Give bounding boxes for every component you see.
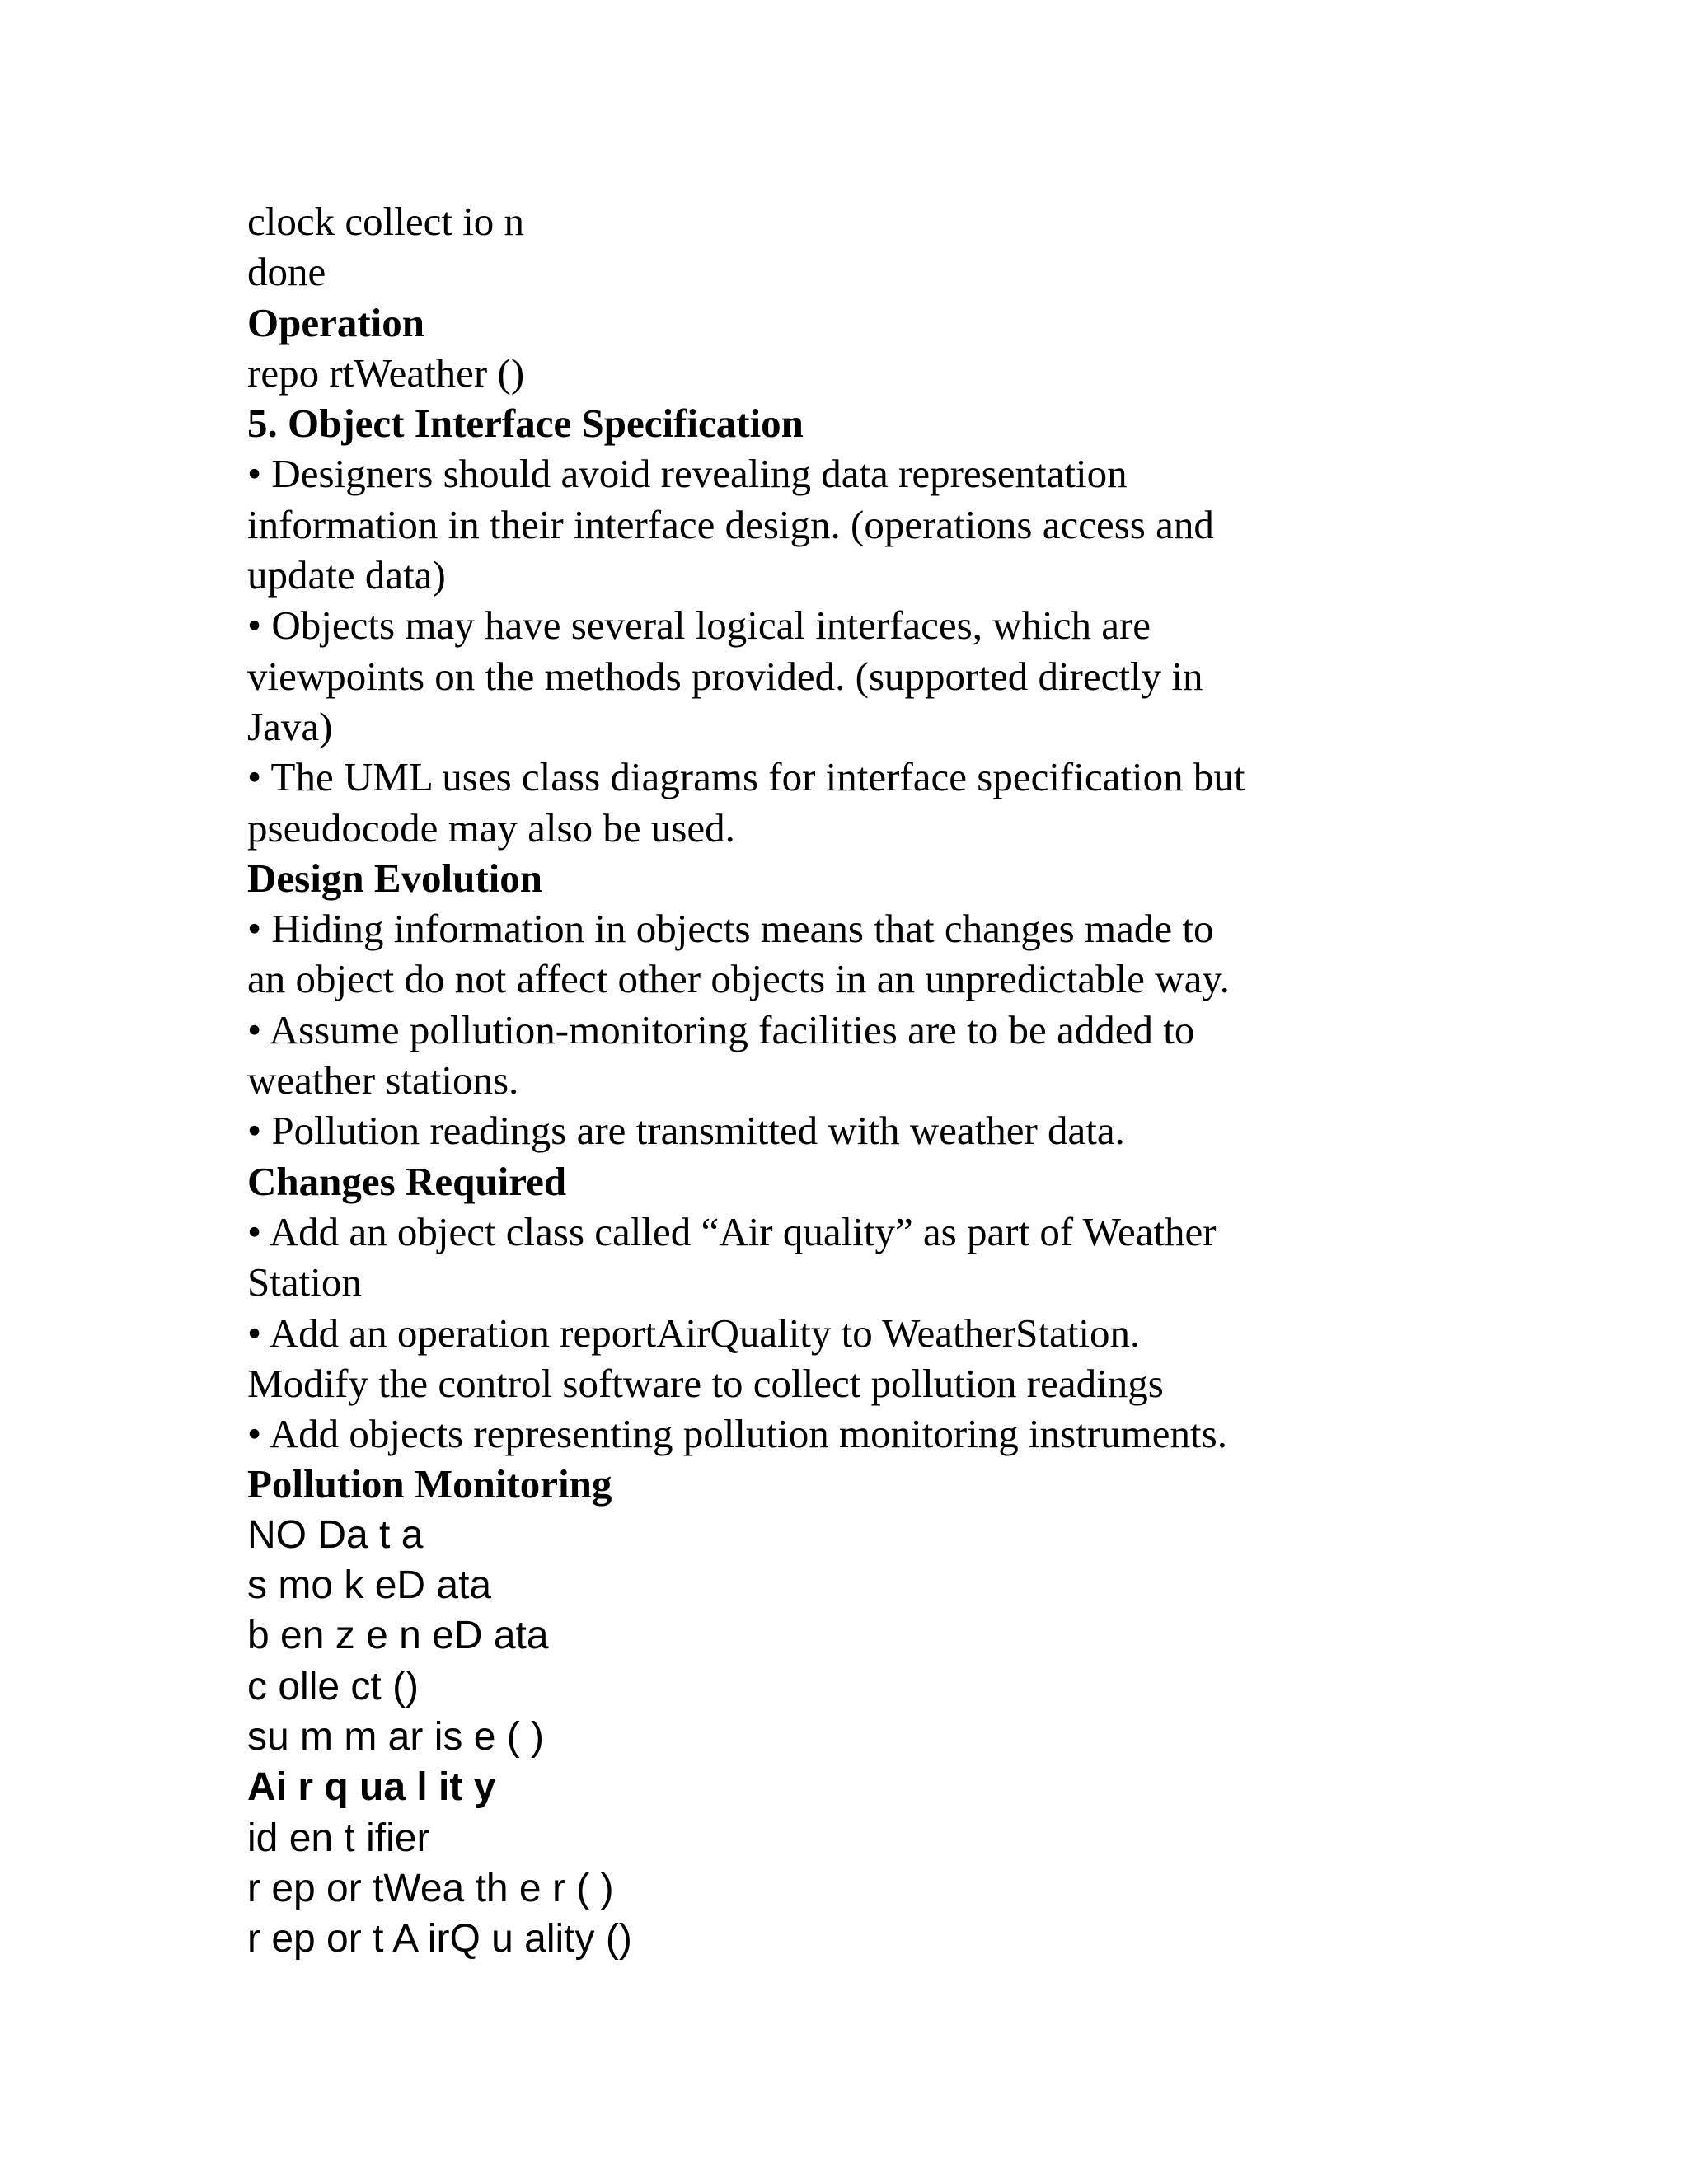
bullet-line: • Pollution readings are transmitted with weather data. bbox=[247, 1108, 1125, 1154]
document-page bbox=[247, 196, 1566, 1964]
class-attribute: id en t ifier bbox=[247, 1816, 430, 1860]
bullet-line: • Hiding information in objects means that changes made to bbox=[247, 906, 1214, 952]
class-attribute: s mo k eD ata bbox=[247, 1563, 492, 1608]
bullet-line: • Assume pollution-monitoring facilities are to be added to bbox=[247, 1006, 1195, 1052]
class-operation: r ep or t A irQ u ality () bbox=[247, 1917, 632, 1961]
class-attribute: b en z e n eD ata bbox=[247, 1614, 549, 1658]
bullet-line: • The UML uses class diagrams for interface specification but bbox=[247, 754, 1245, 800]
bullet-line: • Add objects representing pollution monitoring instruments. bbox=[247, 1411, 1227, 1457]
section-heading: 5. Object Interface Specification bbox=[247, 401, 804, 447]
bullet-line: viewpoints on the methods provided. (supported directly in bbox=[247, 653, 1203, 699]
section-pollution-monitoring bbox=[247, 1459, 1566, 1762]
bullet-line: Modify the control software to collect pollution readings bbox=[247, 1360, 1164, 1406]
section-changes-required bbox=[247, 1156, 1566, 1460]
operation-label: Operation bbox=[247, 299, 425, 345]
fragment-line: clock collect io n bbox=[247, 199, 525, 244]
section-design-evolution bbox=[247, 853, 1566, 1156]
bullet-line: • Add an object class called “Air quality” as part of Weather bbox=[247, 1208, 1217, 1254]
bullet-item bbox=[247, 1105, 1566, 1155]
bullet-line: information in their interface design. (operations access and bbox=[247, 501, 1214, 547]
section-heading: Changes Required bbox=[247, 1158, 567, 1204]
bullet-line: weather stations. bbox=[247, 1057, 519, 1104]
bullet-item bbox=[247, 903, 1566, 1005]
section-air-quality bbox=[247, 1762, 1566, 1964]
bullet-line: pseudocode may also be used. bbox=[247, 804, 735, 851]
top-fragment bbox=[247, 196, 1566, 398]
bullet-item bbox=[247, 752, 1566, 853]
class-attribute: NO Da t a bbox=[247, 1512, 424, 1557]
section-heading: Design Evolution bbox=[247, 855, 543, 901]
bullet-line: Java) bbox=[247, 703, 333, 749]
bullet-line: Station bbox=[247, 1259, 362, 1305]
fragment-line: done bbox=[247, 249, 326, 295]
bullet-line: • Designers should avoid revealing data representation bbox=[247, 451, 1128, 497]
section-object-interface-specification bbox=[247, 398, 1566, 853]
bullet-item bbox=[247, 1207, 1566, 1308]
class-operation: c olle ct () bbox=[247, 1664, 420, 1708]
class-operation: r ep or tWea th e r ( ) bbox=[247, 1866, 614, 1910]
bullet-item bbox=[247, 600, 1566, 752]
bullet-line: • Objects may have several logical interfaces, which are bbox=[247, 602, 1151, 649]
bullet-item bbox=[247, 448, 1566, 600]
bullet-line: update data) bbox=[247, 552, 446, 598]
section-heading: Pollution Monitoring bbox=[247, 1461, 612, 1507]
bullet-line: • Add an operation reportAirQuality to WeatherStation. bbox=[247, 1310, 1141, 1356]
bullet-item bbox=[247, 1308, 1566, 1409]
class-operation: su m m ar is e ( ) bbox=[247, 1714, 545, 1759]
bullet-item bbox=[247, 1408, 1566, 1459]
operation-text: repo rtWeather () bbox=[247, 349, 525, 396]
class-name: Ai r q ua l it y bbox=[247, 1765, 496, 1810]
bullet-line: an object do not affect other objects in an unpredictable way. bbox=[247, 956, 1230, 1002]
bullet-item bbox=[247, 1005, 1566, 1106]
